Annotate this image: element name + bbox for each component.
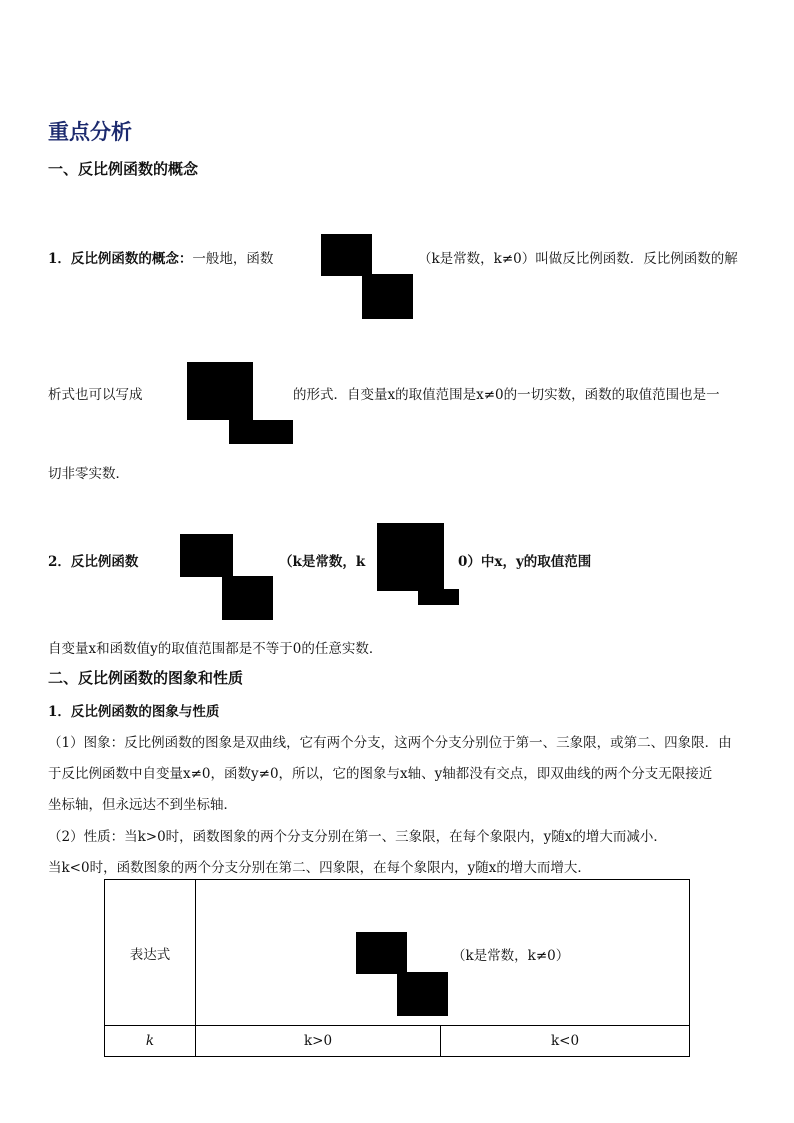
properties-table: [104, 879, 690, 1057]
redacted-formula-2c: [253, 420, 293, 444]
table-cell-k-positive: k>0: [196, 1026, 441, 1057]
redacted-formula-1b: [362, 274, 413, 319]
redacted-formula-1a: [321, 234, 372, 276]
redacted-formula-4a: [377, 523, 444, 591]
item1-text-d: 的形式．自变量x的取值范围是x≠0的一切实数，函数的取值范围也是一: [293, 387, 720, 403]
section2-heading: 二、反比例函数的图象和性质: [48, 669, 244, 687]
table-row-k: [105, 1026, 690, 1057]
table-cell-k-negative: k<0: [441, 1026, 690, 1057]
redacted-formula-5b: [397, 972, 448, 1016]
table-cell-expression-label: 表达式: [105, 880, 196, 1026]
table-row-expression: [105, 880, 690, 1026]
item2-text: 自变量x和函数值y的取值范围都是不等于0的任意实数．: [48, 641, 383, 657]
table-cell-expression-value: [196, 880, 690, 1026]
section2-p2-line2: 当k<0时，函数图象的两个分支分别在第二、四象限，在每个象限内，y随x的增大而增大．: [48, 860, 591, 876]
redacted-formula-3b: [222, 576, 273, 620]
table-cell-k-label: [105, 1026, 196, 1057]
item2-label-b: （k是常数，k: [279, 554, 366, 570]
item2-label-a: 2．反比例函数: [48, 554, 139, 570]
section2-p1-line3: 坐标轴，但永远达不到坐标轴．: [48, 797, 237, 813]
item1-text-b: （k是常数，k≠0）叫做反比例函数．反比例函数的解: [418, 251, 738, 267]
section2-p1-line2: 于反比例函数中自变量x≠0，函数y≠0，所以，它的图象与x轴、y轴都没有交点，即双曲线的两个分支无限接近: [48, 766, 713, 782]
redacted-formula-2a: [187, 362, 253, 420]
item1-text-e: 切非零实数．: [48, 466, 129, 482]
section1-heading: 一、反比例函数的概念: [48, 160, 199, 178]
redacted-formula-2b: [229, 418, 253, 444]
item1-text-a: 一般地，函数: [192, 251, 274, 267]
section2-p2-line1: （2）性质：当k>0时，函数图象的两个分支分别在第一、三象限，在每个象限内，y随x的增大而减小．: [48, 829, 667, 845]
redacted-formula-3a: [180, 534, 233, 577]
item1-line1-start: [48, 247, 273, 267]
table-expression-note: （k是常数，k≠0）: [452, 948, 570, 964]
redacted-formula-5a: [356, 932, 407, 974]
item2-label-c: 0）中x，y的取值范围: [458, 554, 592, 570]
section2-p1-line1: （1）图象：反比例函数的图象是双曲线，它有两个分支，这两个分支分别位于第一、三象限，或第二、四象限．由: [48, 735, 732, 751]
k-symbol: k: [145, 1033, 155, 1049]
item1-text-c: 析式也可以写成: [48, 387, 143, 403]
section2-sub1: 1．反比例函数的图象与性质: [48, 704, 220, 720]
page-title: 重点分析: [48, 119, 132, 144]
redacted-formula-4b: [418, 589, 459, 605]
item1-label: 1．反比例函数的概念：: [48, 251, 193, 267]
